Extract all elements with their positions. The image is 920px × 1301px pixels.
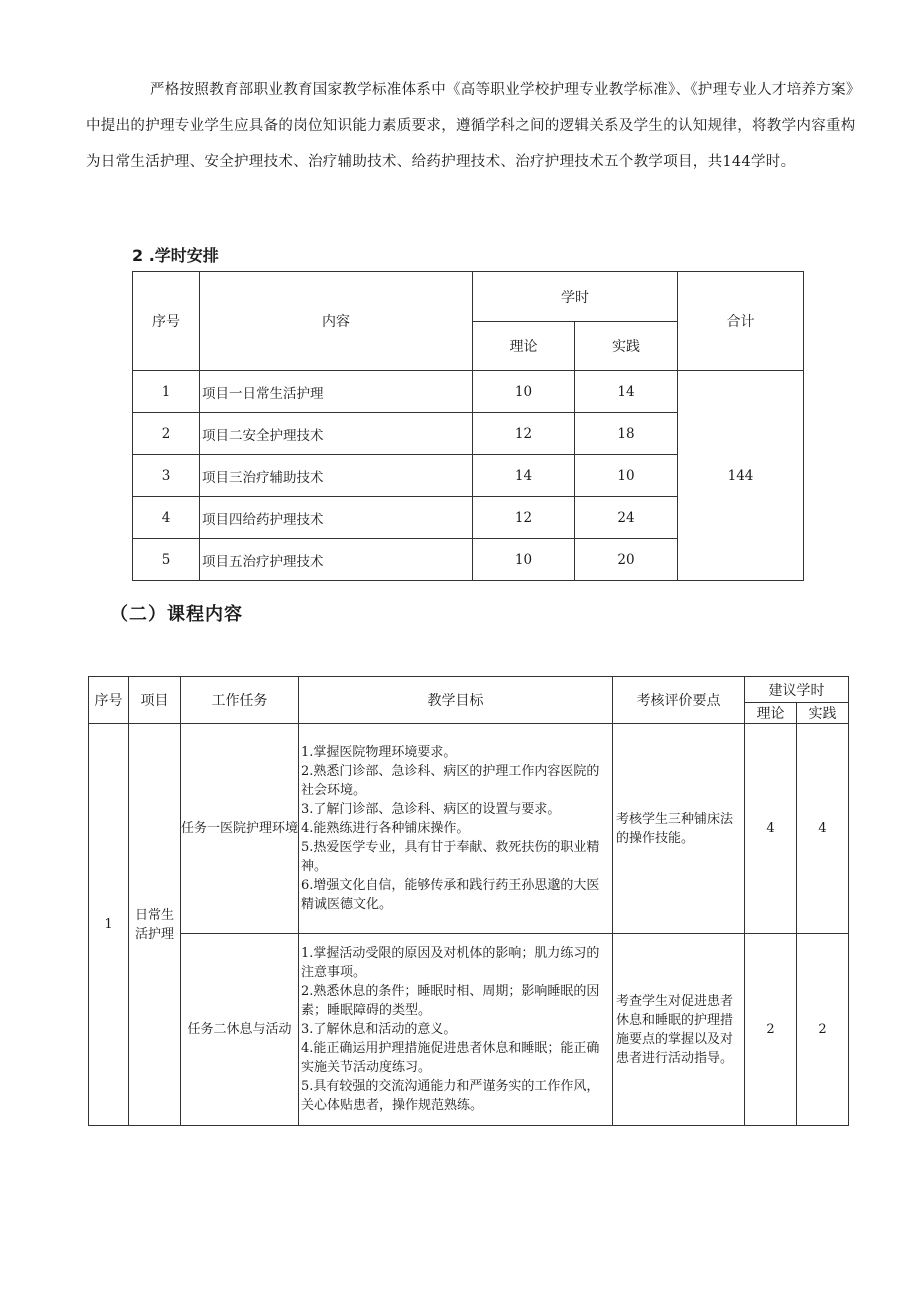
schedule-table	[132, 271, 804, 581]
schedule-header-total: 合计	[678, 272, 804, 371]
course-heading: （二）课程内容	[110, 604, 243, 625]
course-header-practice: 实践	[797, 703, 849, 724]
course-theory: 4	[745, 724, 797, 934]
schedule-header-theory: 理论	[473, 322, 575, 371]
schedule-header-content: 内容	[200, 272, 473, 371]
goal-item: 4.能正确运用护理措施促进患者休息和睡眠；能正确实施关节活动度练习。	[301, 1041, 600, 1075]
course-assess: 考查学生对促进患者休息和睡眠的护理措施要点的掌握以及对患者进行活动指导。	[613, 934, 745, 1126]
course-header-theory: 理论	[745, 703, 797, 724]
schedule-seq: 2	[133, 413, 200, 455]
schedule-content: 项目一日常生活护理	[200, 371, 473, 413]
schedule-practice: 20	[575, 539, 678, 581]
course-practice: 4	[797, 724, 849, 934]
schedule-theory: 12	[473, 497, 575, 539]
goal-item: 3.了解休息和活动的意义。	[301, 1022, 457, 1037]
schedule-theory: 10	[473, 371, 575, 413]
schedule-seq: 1	[133, 371, 200, 413]
schedule-practice: 10	[575, 455, 678, 497]
goal-item: 5.热爱医学专业，具有甘于奉献、救死扶伤的职业精神。	[301, 840, 600, 874]
course-header-assess: 考核评价要点	[613, 677, 745, 724]
goal-item: 1.掌握医院物理环境要求。	[301, 745, 457, 760]
schedule-practice: 18	[575, 413, 678, 455]
goal-item: 5.具有较强的交流沟通能力和严谨务实的工作作风，关心体贴患者，操作规范熟练。	[301, 1079, 600, 1113]
schedule-practice: 24	[575, 497, 678, 539]
goal-item: 2.熟悉门诊部、急诊科、病区的护理工作内容医院的社会环境。	[301, 764, 600, 798]
schedule-content: 项目二安全护理技术	[200, 413, 473, 455]
schedule-seq: 5	[133, 539, 200, 581]
course-header-task: 工作任务	[181, 677, 299, 724]
schedule-content: 项目五治疗护理技术	[200, 539, 473, 581]
course-header-hours: 建议学时	[745, 677, 849, 703]
course-assess: 考核学生三种铺床法的操作技能。	[613, 724, 745, 934]
goal-item: 6.增强文化自信，能够传承和践行药王孙思邈的大医精诚医德文化。	[301, 878, 600, 912]
schedule-seq: 3	[133, 455, 200, 497]
course-header-seq: 序号	[89, 677, 129, 724]
schedule-header-hours: 学时	[473, 272, 678, 322]
schedule-heading: 2 .学时安排	[132, 246, 219, 265]
goal-item: 1.掌握活动受限的原因及对机体的影响；肌力练习的注意事项。	[301, 946, 600, 980]
course-row	[89, 934, 849, 1126]
schedule-theory: 10	[473, 539, 575, 581]
schedule-header-practice: 实践	[575, 322, 678, 371]
schedule-theory: 14	[473, 455, 575, 497]
goal-item: 3.了解门诊部、急诊科、病区的设置与要求。	[301, 802, 561, 817]
schedule-content: 项目三治疗辅助技术	[200, 455, 473, 497]
course-seq: 1	[89, 724, 129, 1126]
course-project: 日常生活护理	[129, 724, 181, 1126]
course-header-goal: 教学目标	[299, 677, 613, 724]
schedule-row	[133, 371, 804, 413]
course-goals	[299, 724, 613, 934]
course-goals	[299, 934, 613, 1126]
schedule-total: 144	[678, 371, 804, 581]
course-table	[88, 676, 849, 1126]
schedule-content: 项目四给药护理技术	[200, 497, 473, 539]
goal-item: 2.熟悉休息的条件；睡眠时相、周期；影响睡眠的因素；睡眠障碍的类型。	[301, 984, 600, 1018]
course-theory: 2	[745, 934, 797, 1126]
course-task: 任务二休息与活动	[181, 934, 299, 1126]
goal-item: 4.能熟练进行各种铺床操作。	[301, 821, 470, 836]
course-row	[89, 724, 849, 934]
course-task: 任务一医院护理环境	[181, 724, 299, 934]
schedule-theory: 12	[473, 413, 575, 455]
schedule-seq: 4	[133, 497, 200, 539]
course-header-project: 项目	[129, 677, 181, 724]
schedule-practice: 14	[575, 371, 678, 413]
schedule-header-seq: 序号	[133, 272, 200, 371]
intro-paragraph: 严格按照教育部职业教育国家教学标准体系中《高等职业学校护理专业教学标准》、《护理专业人才培养方案》中提出的护理专业学生应具备的岗位知识能力素质要求，遵循学科之间的逻辑关系及学生的认知规律，将教学内容重构为日常生活护理、安全护理技术、治疗辅助技术、给药护理技术、治疗护理技术五个教学项目，共144学时。	[86, 82, 861, 170]
course-practice: 2	[797, 934, 849, 1126]
